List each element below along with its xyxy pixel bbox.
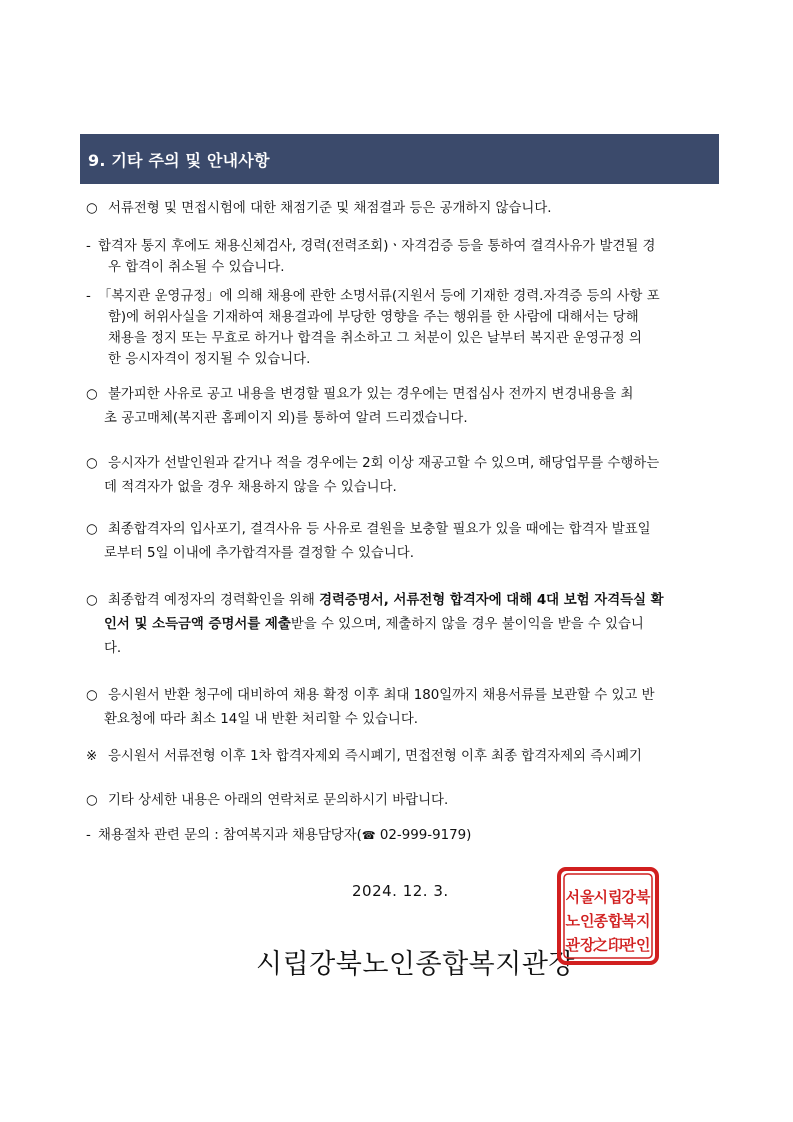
svg-text:시립: 시립 xyxy=(593,888,623,906)
notice-item: ○ 응시원서 반환 청구에 대비하여 채용 확정 이후 최대 180일까지 채용서류를 보관할 수 있고 반 환요청에 따라 최소 14일 내 반환 처리할 수 있습니다. xyxy=(86,684,722,732)
notice-item: - 합격자 통지 후에도 채용신체검사, 경력(전력조회)ㆍ자격검증 등을 통하여 결격사유가 발견될 경 우 합격이 취소될 수 있습니다. xyxy=(86,236,722,278)
notice-item: - 「복지관 운영규정」에 의해 채용에 관한 소명서류(지원서 등에 기재한 경력.자격증 등의 사항 포 함)에 허위사실을 기재하여 채용결과에 부당한 영향을 주는 행위를 한 사람에 대해서는 당해 채용을 정지 또는 무효로 하거나 합격을 취소하고 그 처분이 있은 날부터 복지관 운영규정 의 한 응시자격이 정지될 수 있습니다. xyxy=(86,286,722,370)
notice-item: ○ 응시자가 선발인원과 같거나 적을 경우에는 2회 이상 재공고할 수 있으며, 해당업무를 수행하는 데 적격자가 없을 경우 채용하지 않을 수 있습니다. xyxy=(86,452,722,500)
circle-bullet: ○ xyxy=(86,593,98,608)
svg-text:서울: 서울 xyxy=(565,888,595,906)
phone-icon: ☎ xyxy=(361,829,376,842)
circle-bullet: ○ xyxy=(86,688,98,703)
circle-bullet: ○ xyxy=(86,793,98,808)
phone-number: 02-999-9179) xyxy=(375,828,472,843)
dash-bullet: - xyxy=(86,289,91,304)
notice-item: ○ 최종합격 예정자의 경력확인을 위해 경력증명서, 서류전형 합격자에 대해 4대 보험 자격득실 확 인서 및 소득금액 증명서를 제출받을 수 있으며, 제출하지 않을 경우 불이익을 받을 수 있습니 다. xyxy=(86,589,722,661)
svg-text:종합: 종합 xyxy=(593,912,623,930)
section-header xyxy=(80,134,719,184)
reference-mark: ※ xyxy=(86,749,98,764)
svg-text:노인: 노인 xyxy=(565,912,595,930)
emphasis-text: 인서 및 소득금액 증명서를 제출 xyxy=(104,617,291,632)
svg-text:강북: 강북 xyxy=(621,888,651,906)
circle-bullet: ○ xyxy=(86,522,98,537)
contact-line: - 채용절차 관련 문의 : 참여복지과 채용담당자(☎ 02-999-9179) xyxy=(86,824,722,848)
notice-item: ○ 최종합격자의 입사포기, 결격사유 등 사유로 결원을 보충할 필요가 있을 때에는 합격자 발표일 로부터 5일 이내에 추가합격자를 결정할 수 있습니다. xyxy=(86,518,722,566)
notice-item: ○ 불가피한 사유로 공고 내용을 변경할 필요가 있는 경우에는 면접심사 전까지 변경내용을 최 초 공고매체(복지관 홈페이지 외)를 통하여 알려 드리겠습니다. xyxy=(86,383,722,431)
dash-bullet: - xyxy=(86,239,91,254)
svg-text:관장: 관장 xyxy=(565,936,595,954)
svg-text:복지: 복지 xyxy=(621,912,651,930)
circle-bullet: ○ xyxy=(86,201,98,216)
document-date: 2024. 12. 3. xyxy=(352,882,449,900)
notice-item: ○ 서류전형 및 면접시험에 대한 채점기준 및 채점결과 등은 공개하지 않습니다. xyxy=(86,197,722,221)
circle-bullet: ○ xyxy=(86,456,98,471)
emphasis-text: 경력증명서, 서류전형 합격자에 대해 4대 보험 자격득실 확 xyxy=(319,593,664,608)
svg-text:之印: 之印 xyxy=(592,936,624,954)
svg-text:관인: 관인 xyxy=(621,936,651,954)
issuer-signature: 시립강북노인종합복지관장 xyxy=(256,949,575,980)
official-seal-icon xyxy=(556,866,660,966)
notice-item: ○ 기타 상세한 내용은 아래의 연락처로 문의하시기 바랍니다. xyxy=(86,789,722,813)
circle-bullet: ○ xyxy=(86,387,98,402)
reference-note: ※ 응시원서 서류전형 이후 1차 합격자제외 즉시폐기, 면접전형 이후 최종 합격자제외 즉시폐기 xyxy=(86,745,722,769)
section-title: 9. 기타 주의 및 안내사항 xyxy=(88,150,270,170)
dash-bullet: - xyxy=(86,828,91,843)
